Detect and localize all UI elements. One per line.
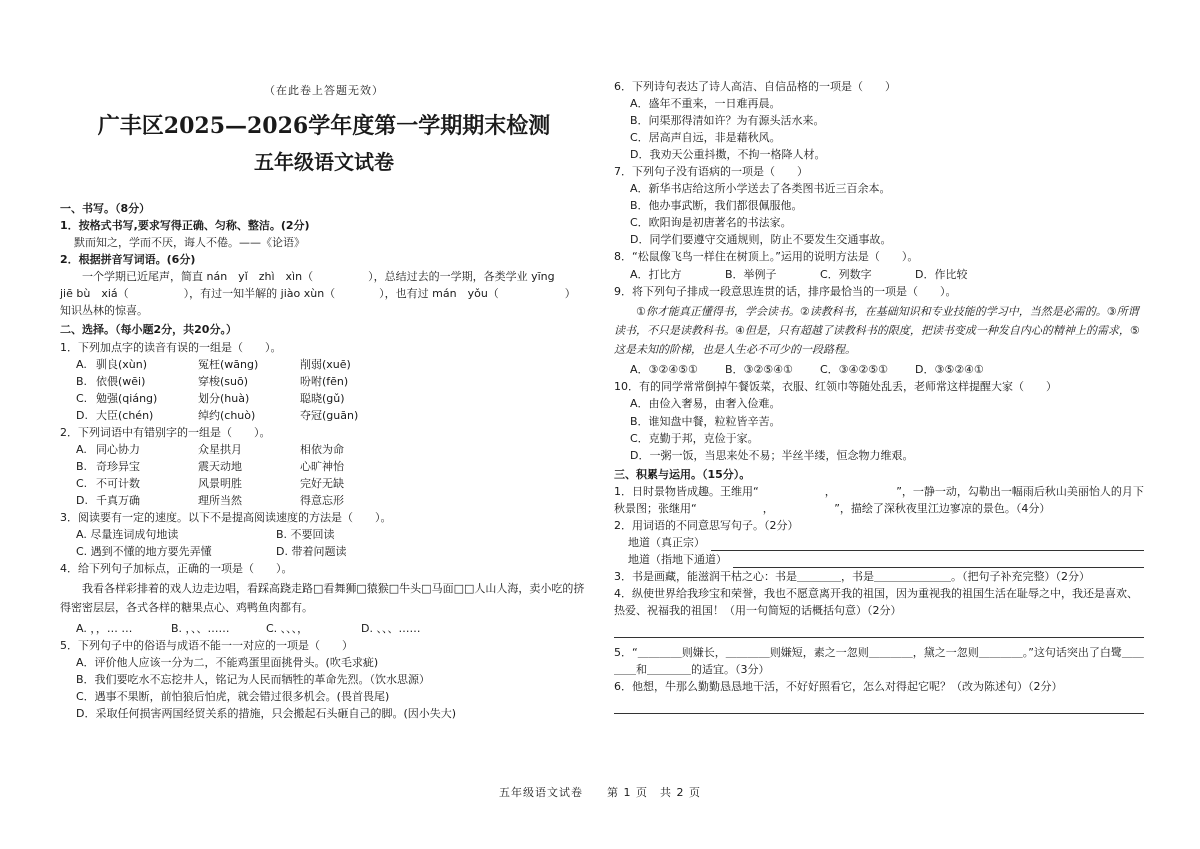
option-word: 吩咐(fēn)	[300, 374, 349, 388]
option-letter: B.	[76, 374, 88, 388]
option-word: 完好无缺	[300, 476, 344, 490]
s3-q1: 1．日时景物皆成趣。王维用“ ， ”，一静一动，勾勒出一幅雨后秋山美丽怡人的月下秋景图；张继用“ ， ”，描绘了深秋夜里江边寥凉的景色。（4分）	[614, 484, 1144, 515]
option-word: 相依为命	[300, 442, 344, 456]
option: D．一粥一饭，当思来处不易；半丝半缕，恒念物力维艰。	[630, 448, 914, 462]
option: A. 尽量连词成句地读	[76, 528, 179, 542]
section2-heading: 二、选择。（每小题2分，共20分。）	[60, 323, 237, 337]
left-column	[60, 0, 588, 722]
s2-q3-options	[60, 526, 588, 560]
page-footer: 五年级语文试卷 第 1 页 共 2 页	[499, 786, 701, 799]
s2-q1-options	[60, 356, 588, 424]
option: D．我劝天公重抖擞，不拘一格降人材。	[630, 148, 826, 162]
option-letter: C.	[76, 391, 88, 405]
option: A．新华书店给这所小学送去了各类图书近三百余本。	[630, 182, 891, 196]
option-letter: D.	[76, 408, 88, 422]
answer-line[interactable]	[711, 534, 1144, 551]
option-word: 勉强(qiáng)	[96, 391, 158, 405]
option-word: 驯良(xùn)	[96, 357, 148, 371]
option: C. 、、、，	[266, 621, 309, 635]
option: B. 不要回读	[276, 528, 335, 542]
s1-q1-text: 默而知之，学而不厌，诲人不倦。——《论语》	[74, 236, 305, 250]
option-word: 穿梭(suō)	[198, 374, 249, 388]
option: D．同学们要遵守交通规则，防止不要发生交通事故。	[630, 233, 892, 247]
s1-q1-stem: 1．按格式书写,要求写得正确、匀称、整洁。(2分)	[60, 219, 310, 233]
option-word: 得意忘形	[300, 493, 344, 507]
section1-heading: 一、书写。（8分）	[60, 202, 151, 216]
option-word: 震天动地	[198, 459, 242, 473]
s3-q4: 4．纵使世界给我珍宝和荣誉，我也不愿意离开我的祖国，因为重视我的祖国生活在耻辱之中，我还是喜欢、热爱、祝福我的祖国！（用一句简短的话概括句意）（2分）	[614, 586, 1138, 618]
s3-q6: 6．他想，牛那么勤勤恳恳地干活，不好好照看它，怎么对得起它呢？（改为陈述句）（2分）	[614, 680, 1063, 694]
option-word: 夺冠(guān)	[300, 408, 359, 422]
option: D. 带着问题读	[276, 545, 347, 559]
s2-q2-stem: 2．下列词语中有错别字的一组是（ ）。	[60, 425, 271, 439]
s3-q2-stem: 2．用词语的不同意思写句子。（2分）	[614, 518, 799, 532]
option-word: 削弱(xuē)	[300, 357, 351, 371]
answer-note: （在此卷上答题无效）	[264, 84, 384, 97]
option-letter: B.	[76, 459, 88, 473]
s1-q2-line: 一个学期已近尾声，简直 nán yǐ zhì xìn（ ），总结过去的一学期，各类学业 yīng	[82, 270, 555, 284]
s3-q2-item-label: 地道（指地下通道）	[628, 552, 727, 566]
s1-q2-stem: 2．根据拼音写词语。(6分)	[60, 253, 196, 267]
option-letter: C.	[76, 476, 88, 490]
option-word: 风景明胜	[198, 476, 242, 490]
option: C．居高声自远，非是藉秋风。	[630, 131, 781, 145]
right-column	[614, 0, 1144, 720]
option: C．列数字	[820, 267, 872, 281]
s2-q9-passage: ①你才能真正懂得书，学会读书。②读教科书，在基础知识和专业技能的学习中，当然是必需的。③所谓读书，不只是读教科书。④但是，只有超越了读教科书的限度，把读书变成一种发自内心的精神上的需求，⑤这是未知的阶梯，也是人生必不可少的一段路程。	[614, 304, 1140, 357]
section3-heading: 三、积累与运用。（15分）。	[614, 467, 751, 481]
option-word: 奇珍异宝	[96, 459, 140, 473]
s2-q8-options	[614, 266, 1144, 283]
s3-q2-item-label: 地道（真正宗）	[628, 535, 705, 549]
option: D. 、、、……	[361, 621, 421, 635]
option-word: 依偎(wēi)	[96, 374, 146, 388]
s2-q9-stem: 9．将下列句子排成一段意思连贯的话，排序最恰当的一项是（ ）。	[614, 284, 957, 298]
s2-q5-stem: 5．下列句子中的俗语与成语不能一一对应的一项是（ ）	[60, 638, 353, 652]
answer-line[interactable]	[733, 551, 1144, 568]
answer-line[interactable]	[614, 623, 1144, 638]
s3-q2-item	[614, 534, 1144, 551]
option: A. ，，… …	[76, 621, 133, 635]
option: B．问渠那得清如许？为有源头活水来。	[630, 114, 825, 128]
s2-q10-stem: 10．有的同学常常倒掉午餐饭菜，衣服、红领巾等随处乱丢，老师常这样提醒大家（ ）	[614, 380, 1057, 394]
option-letter: A.	[76, 357, 87, 371]
option-word: 聪晓(gǔ)	[300, 391, 345, 405]
option: A．打比方	[630, 267, 682, 281]
option-word: 千真万确	[96, 493, 140, 507]
s2-q2-options	[60, 441, 588, 509]
option-word: 心旷神怡	[300, 459, 344, 473]
exam-subtitle: 五年级语文试卷	[254, 150, 394, 175]
option: D．作比较	[915, 267, 968, 281]
option: C. 遇到不懂的地方要先弄懂	[76, 545, 212, 559]
option: D．采取任何损害两国经贸关系的措施，只会搬起石头砸自己的脚。(因小失大)	[76, 706, 457, 720]
option-word: 不可计数	[96, 476, 140, 490]
s2-q1-stem: 1．下列加点字的读音有误的一组是（ ）。	[60, 340, 282, 354]
option-letter: A.	[76, 442, 87, 456]
option: C．遇事不果断，前怕狼后怕虎，就会错过很多机会。(畏首畏尾)	[76, 689, 390, 703]
option-word: 同心协力	[96, 442, 140, 456]
s2-q9-options	[614, 361, 1144, 378]
option: B．举例子	[725, 267, 777, 281]
answer-line[interactable]	[614, 699, 1144, 714]
s2-q4-stem: 4．给下列句子加标点，正确的一项是（ ）。	[60, 562, 293, 576]
option: A．③②④⑤①	[630, 363, 698, 377]
option: A．盛年不重来，一日难再晨。	[630, 97, 781, 111]
option: C．③④②⑤①	[820, 363, 888, 377]
s2-q8-stem: 8．“松鼠像飞鸟一样住在树顶上。”运用的说明方法是（ ）。	[614, 250, 919, 264]
option-word: 冤枉(wāng)	[198, 357, 259, 371]
s3-q5: 5．“＿＿＿＿则嫌长，＿＿＿＿则嫌短，素之一忽则＿＿＿＿，黛之一忽则＿＿＿＿。”这句话突出了白鹭＿＿＿＿和＿＿＿＿的适宜。（3分）	[614, 646, 1144, 677]
s2-q4-passage: 我看各样彩排着的戏人边走边唱，看踩高跷走路□看舞狮□猿猴□牛头□马面□□人山人海，卖小吃的挤得密密层层，各式各样的糖果点心、鸡鸭鱼肉都有。	[60, 582, 585, 615]
option: D．③⑤②④①	[915, 363, 984, 377]
option-letter: D.	[76, 493, 88, 507]
s2-q6-stem: 6．下列诗句表达了诗人高洁、自信品格的一项是（ ）	[614, 80, 896, 93]
option-word: 绰约(chuò)	[198, 408, 256, 422]
option: B．谁知盘中餐，粒粒皆辛苦。	[630, 414, 781, 428]
option: A．评价他人应该一分为二，不能鸡蛋里面挑骨头。(吹毛求疵)	[76, 655, 379, 669]
option-word: 划分(huà)	[198, 391, 250, 405]
s1-q2-line: 知识丛林的惊喜。	[60, 304, 148, 318]
s3-q2-item	[614, 551, 1144, 568]
option-word: 大臣(chén)	[96, 408, 154, 422]
option: A．由俭入奢易，由奢入俭难。	[630, 397, 781, 411]
option: B．他办事武断，我们都很佩服他。	[630, 199, 803, 213]
option: C．克勤于邦，克俭于家。	[630, 431, 759, 445]
option-word: 理所当然	[198, 493, 242, 507]
s2-q7-stem: 7．下列句子没有语病的一项是（ ）	[614, 165, 808, 179]
option: C．欧阳询是初唐著名的书法家。	[630, 216, 792, 230]
option: B．我们要吃水不忘挖井人，铭记为人民而牺牲的革命先烈。（饮水思源）	[76, 672, 431, 686]
option: B．③②⑤④①	[725, 363, 793, 377]
s1-q2-line: jiē bù xiá（ ），有过一知半解的 jiào xùn（ ），也有过 mán yǒu（ ）	[60, 287, 576, 301]
s2-q3-stem: 3．阅读要有一定的速度。以下不是提高阅读速度的方法是（ ）。	[60, 510, 392, 524]
s3-q3: 3．书是画藏，能滋润干枯之心：书是＿＿＿＿，书是＿＿＿＿＿＿＿。（把句子补充完整）（2分）	[614, 569, 1090, 583]
option-word: 众星拱月	[198, 442, 242, 456]
exam-title: 广丰区2025—2026学年度第一学期期末检测	[97, 113, 551, 140]
s2-q4-options	[60, 620, 588, 637]
option: B. ，、、……	[171, 621, 230, 635]
